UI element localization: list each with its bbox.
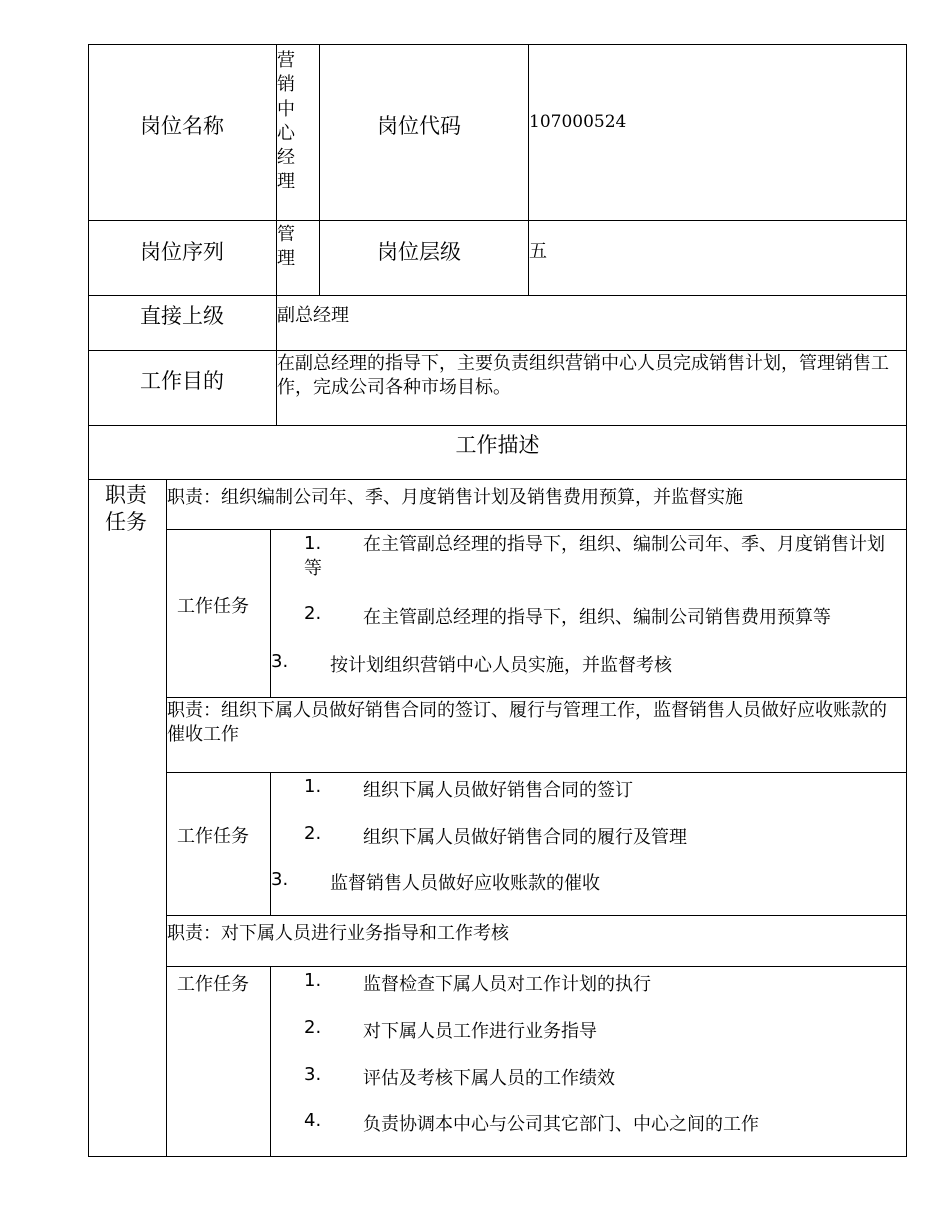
task-label-cell: [166, 772, 271, 916]
description-title-cell: [88, 425, 907, 480]
level-value: 五: [529, 241, 547, 262]
task-label-cell: [166, 966, 271, 1157]
task-number: 2.: [304, 603, 322, 624]
superior-label-cell: [88, 295, 277, 351]
duty-title-cell: [166, 697, 907, 773]
task-text: 对下属人员工作进行业务指导: [363, 1021, 597, 1042]
duty-title: 职责：组织编制公司年、季、月度销售计划及销售费用预算，并监督实施: [167, 487, 743, 508]
level-label-cell: [319, 220, 529, 296]
task-text: 组织下属人员做好销售合同的履行及管理: [363, 827, 687, 848]
duties-label-cell: [88, 479, 167, 1157]
series-value: 管理: [277, 224, 295, 270]
task-number: 3.: [271, 651, 289, 672]
task-number: 2.: [304, 823, 322, 844]
task-text: 监督销售人员做好应收账款的催收: [330, 873, 600, 894]
task-text: 评估及考核下属人员的工作绩效: [363, 1068, 615, 1089]
task-text: 监督检查下属人员对工作计划的执行: [363, 974, 651, 995]
position-name-value: 营销中心经理: [277, 50, 295, 193]
position-code-label: 岗位代码: [377, 114, 461, 138]
task-text: 组织下属人员做好销售合同的签订: [363, 780, 633, 801]
superior-value: 副总经理: [277, 305, 349, 326]
position-name-label: 岗位名称: [140, 114, 224, 138]
series-label: 岗位序列: [140, 240, 224, 264]
position-code-value-cell: [528, 44, 907, 221]
purpose-label: 工作目的: [140, 369, 224, 393]
task-list-cell: [270, 772, 907, 916]
duty-title: 职责：对下属人员进行业务指导和工作考核: [167, 923, 509, 944]
series-label-cell: [88, 220, 277, 296]
task-label: 工作任务: [177, 826, 249, 847]
task-list-cell: [270, 966, 907, 1157]
series-value-cell: [276, 220, 320, 296]
task-text: 按计划组织营销中心人员实施，并监督考核: [330, 655, 672, 676]
task-text: 负责协调本中心与公司其它部门、中心之间的工作: [363, 1114, 759, 1135]
duty-title: 职责：组织下属人员做好销售合同的签订、履行与管理工作，监督销售人员做好应收账款的催收工作: [167, 700, 887, 745]
task-text: 在主管副总经理的指导下，组织、编制公司销售费用预算等: [363, 607, 831, 628]
task-number: 1.: [304, 970, 322, 991]
task-number: 1.: [304, 776, 322, 797]
position-name-label-cell: [88, 44, 277, 221]
task-text: 在主管副总经理的指导下，组织、编制公司年、季、月度销售计划等: [304, 534, 885, 579]
description-title: 工作描述: [455, 433, 540, 457]
purpose-value: 在副总经理的指导下，主要负责组织营销中心人员完成销售计划，管理销售工作，完成公司各种市场目标。: [277, 353, 889, 398]
task-list-cell: [270, 529, 907, 698]
task-number: 2.: [304, 1017, 322, 1038]
task-label: 工作任务: [177, 974, 249, 995]
superior-value-cell: [276, 295, 907, 351]
task-number: 4.: [304, 1110, 322, 1131]
duty-title-cell: [166, 915, 907, 967]
duties-label: 职责任务: [105, 483, 147, 534]
task-number: 3.: [271, 869, 289, 890]
task-label-cell: [166, 529, 271, 698]
position-name-value-cell: [276, 44, 320, 221]
task-number: 1.: [304, 533, 322, 554]
position-code-label-cell: [319, 44, 529, 221]
superior-label: 直接上级: [140, 304, 224, 328]
level-value-cell: [528, 220, 907, 296]
duty-title-cell: [166, 479, 907, 530]
task-label: 工作任务: [177, 596, 249, 617]
level-label: 岗位层级: [377, 240, 461, 264]
purpose-value-cell: [276, 350, 907, 426]
task-number: 3.: [304, 1064, 322, 1085]
position-code-value: 107000524: [529, 112, 627, 132]
purpose-label-cell: [88, 350, 277, 426]
